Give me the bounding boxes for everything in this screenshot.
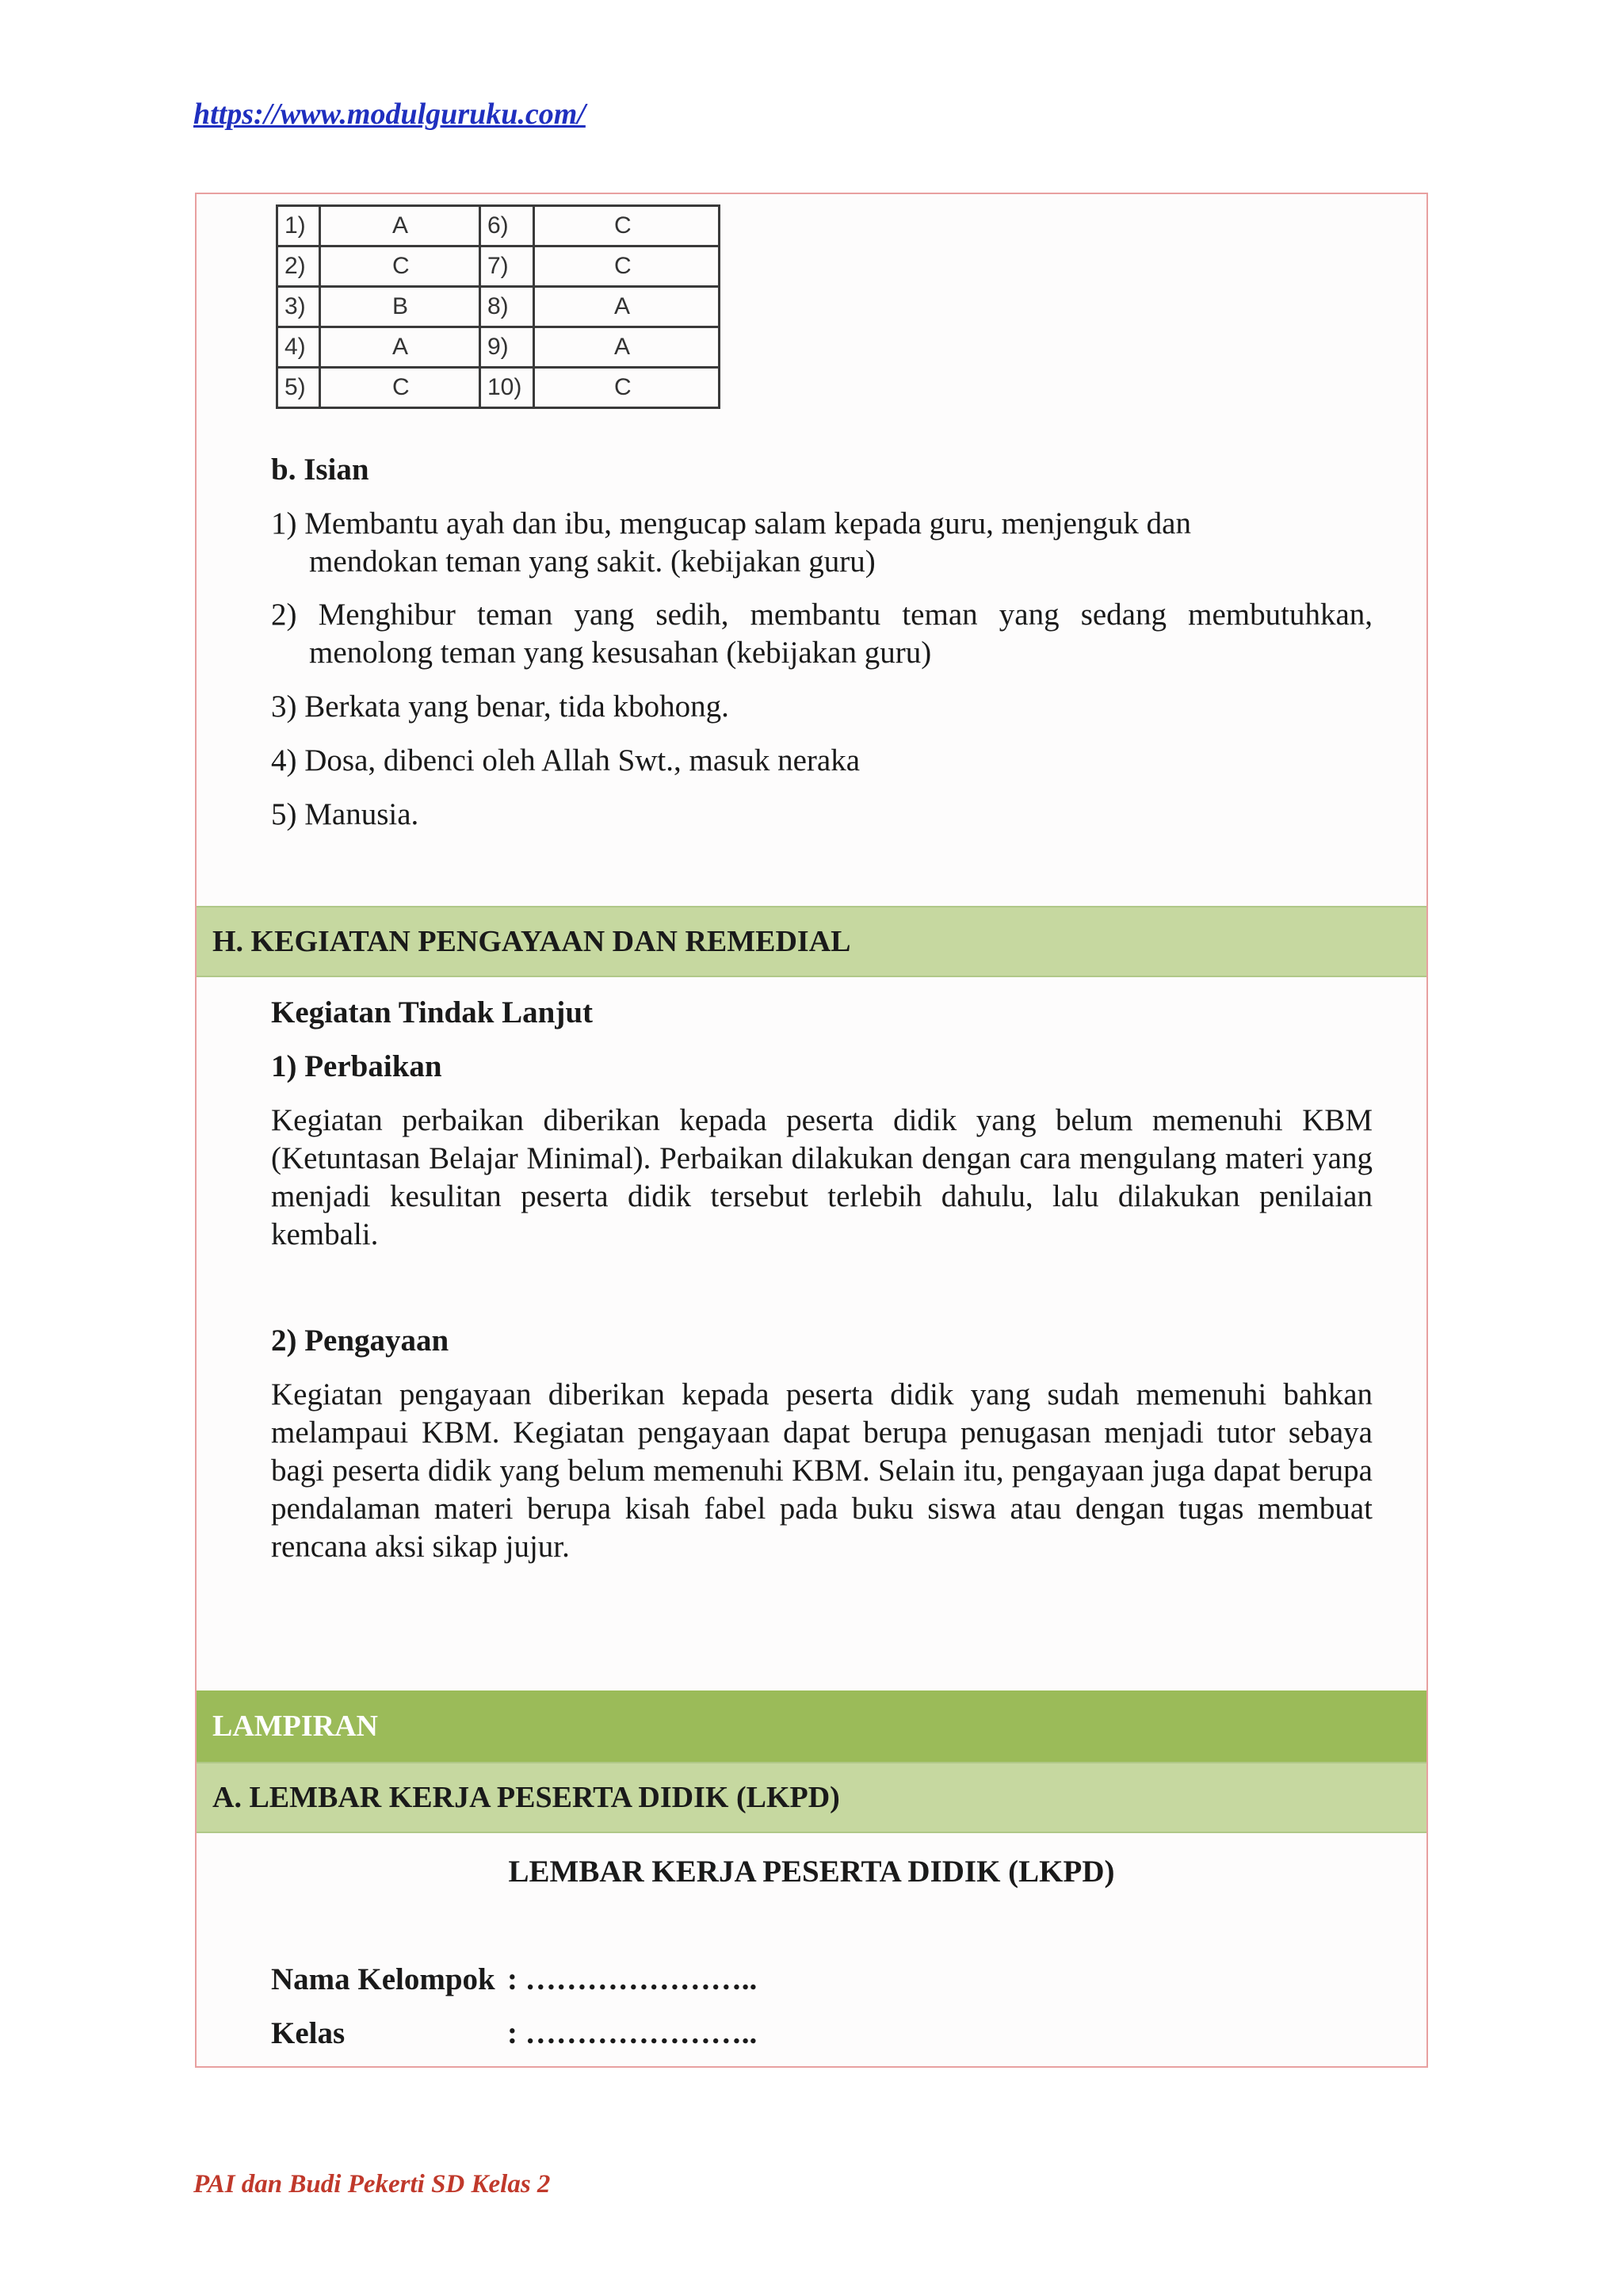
kelas-label: Kelas bbox=[271, 2016, 346, 2050]
table-row bbox=[277, 287, 720, 327]
table-cell: 2) bbox=[277, 246, 320, 287]
table-row bbox=[277, 327, 720, 368]
table-cell: 1) bbox=[277, 206, 320, 246]
isian-item-cont: menolong teman yang kesusahan (kebijakan guru) bbox=[309, 636, 932, 670]
table-cell: 8) bbox=[480, 287, 534, 327]
table-cell: A bbox=[320, 327, 480, 368]
pengayaan-paragraph: Kegiatan pengayaan diberikan kepada peserta didik yang sudah memenuhi bahkan melampaui KBM. Kegiatan pengayaan dapat berupa penugasan menjadi tutor sebaya bagi peserta didik yang belum memenuhi KBM. Selain itu, pengayaan juga dapat berupa pendalaman materi berupa kisah fabel pada buku siswa atau dengan tugas membuat rencana aksi sikap jujur. bbox=[271, 1377, 1373, 1564]
kelas-field[interactable]: : ………………….. bbox=[507, 2016, 758, 2050]
isian-item: 1) Membantu ayah dan ibu, mengucap salam kepada guru, menjenguk dan bbox=[271, 506, 1191, 541]
header-url-link[interactable]: https://www.modulguruku.com/ bbox=[193, 97, 586, 131]
table-cell: B bbox=[320, 287, 480, 327]
table-cell: C bbox=[320, 368, 480, 408]
table-cell: 4) bbox=[277, 327, 320, 368]
answer-key-table bbox=[276, 204, 720, 409]
pengayaan-title: 2) Pengayaan bbox=[271, 1324, 449, 1358]
isian-item: 4) Dosa, dibenci oleh Allah Swt., masuk neraka bbox=[271, 743, 860, 777]
table-row bbox=[277, 206, 720, 246]
section-a-heading: A. LEMBAR KERJA PESERTA DIDIK (LKPD) bbox=[197, 1762, 1426, 1833]
table-cell: 9) bbox=[480, 327, 534, 368]
footer-text: PAI dan Budi Pekerti SD Kelas 2 bbox=[193, 2170, 551, 2199]
nama-kelompok-label: Nama Kelompok bbox=[271, 1962, 495, 1996]
table-cell: A bbox=[320, 206, 480, 246]
isian-item: 5) Manusia. bbox=[271, 797, 419, 831]
section-h-heading: H. KEGIATAN PENGAYAAN DAN REMEDIAL bbox=[197, 906, 1426, 977]
table-cell: C bbox=[534, 368, 720, 408]
table-cell: 3) bbox=[277, 287, 320, 327]
isian-heading: b. Isian bbox=[271, 453, 369, 487]
nama-kelompok-field[interactable]: : ………………….. bbox=[507, 1962, 758, 1996]
table-cell: C bbox=[534, 246, 720, 287]
table-cell: C bbox=[320, 246, 480, 287]
lkpd-title: LEMBAR KERJA PESERTA DIDIK (LKPD) bbox=[508, 1855, 1115, 1889]
table-cell: 6) bbox=[480, 206, 534, 246]
table-row bbox=[277, 246, 720, 287]
table-cell: A bbox=[534, 327, 720, 368]
table-cell: 10) bbox=[480, 368, 534, 408]
lampiran-heading: LAMPIRAN bbox=[197, 1690, 1426, 1762]
table-cell: 5) bbox=[277, 368, 320, 408]
isian-item: 3) Berkata yang benar, tida kbohong. bbox=[271, 690, 729, 724]
table-cell: C bbox=[534, 206, 720, 246]
table-row bbox=[277, 368, 720, 408]
perbaikan-title: 1) Perbaikan bbox=[271, 1049, 442, 1083]
isian-item-cont: mendokan teman yang sakit. (kebijakan guru) bbox=[309, 544, 876, 579]
table-cell: A bbox=[534, 287, 720, 327]
isian-item: 2) Menghibur teman yang sedih, membantu teman yang sedang membutuhkan, bbox=[271, 598, 1373, 632]
perbaikan-paragraph: Kegiatan perbaikan diberikan kepada peserta didik yang belum memenuhi KBM (Ketuntasan Belajar Minimal). Perbaikan dilakukan dengan cara mengulang materi yang menjadi kesulitan peserta didik tersebut terlebih dahulu, lalu dilakukan penilaian kembali. bbox=[271, 1103, 1373, 1251]
tindak-lanjut-title: Kegiatan Tindak Lanjut bbox=[271, 995, 594, 1030]
table-cell: 7) bbox=[480, 246, 534, 287]
